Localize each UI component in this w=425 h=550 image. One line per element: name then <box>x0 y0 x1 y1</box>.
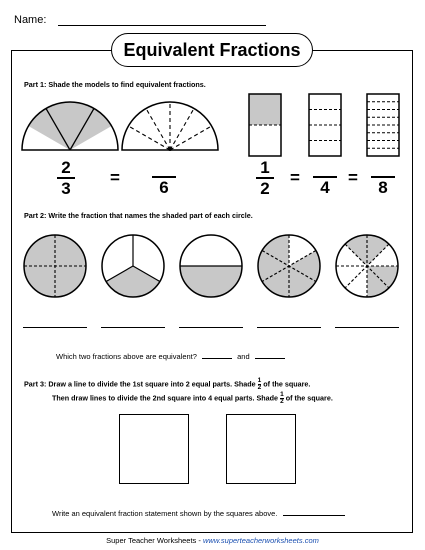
half-fraction <box>258 378 262 391</box>
answer-blank-1[interactable] <box>202 358 232 359</box>
answer-line-circle-2[interactable] <box>101 327 165 328</box>
circle-halves-model <box>179 234 243 298</box>
page-title: Equivalent Fractions <box>111 33 313 67</box>
question-and: and <box>237 352 250 361</box>
square-1[interactable] <box>119 414 189 484</box>
part3-line1-suffix: of the square. <box>263 379 311 389</box>
numerator: 2 <box>61 158 71 177</box>
part3-line2-text: Then draw lines to divide the 2nd square into 4 equal parts. Shade <box>52 393 279 403</box>
circle-thirds-model <box>101 234 165 298</box>
denominator: 2 <box>280 398 284 405</box>
denominator: 8 <box>378 177 388 197</box>
part1-instruction: Part 1: Shade the models to find equivalent fractions. <box>24 80 206 89</box>
equivalent-question <box>56 352 285 361</box>
name-label: Name: <box>14 14 47 26</box>
semicircle-sixths-model[interactable] <box>122 100 218 152</box>
part3-instruction-line2 <box>52 392 333 405</box>
answer-line-circle-5[interactable] <box>335 327 399 328</box>
square-2[interactable] <box>226 414 296 484</box>
fraction-one-half <box>256 160 274 197</box>
denominator: 4 <box>320 177 330 197</box>
fraction-blank-sixths[interactable] <box>152 160 176 196</box>
semicircle-thirds-model[interactable] <box>22 100 118 152</box>
equals-sign: = <box>290 168 300 187</box>
numerator-blank[interactable] <box>152 160 176 176</box>
footer <box>0 536 425 545</box>
part2-instruction: Part 2: Write the fraction that names the shaded part of each circle. <box>24 211 253 220</box>
equals-sign: = <box>348 168 358 187</box>
rectangle-halves-model[interactable] <box>249 94 281 156</box>
numerator-blank[interactable] <box>313 160 337 176</box>
statement-text: Write an equivalent fraction statement shown by the squares above. <box>52 509 278 518</box>
answer-blank-2[interactable] <box>255 358 285 359</box>
denominator: 6 <box>159 177 169 197</box>
circle-eighths-model <box>335 234 399 298</box>
numerator: 1 <box>260 158 270 177</box>
rectangle-eighths-model[interactable] <box>367 94 399 156</box>
part3-line1-text: Part 3: Draw a line to divide the 1st square into 2 equal parts. Shade <box>24 379 256 389</box>
circle-sixths-model <box>257 234 321 298</box>
part3-line2-suffix: of the square. <box>285 393 333 403</box>
statement-prompt <box>52 509 345 518</box>
answer-line-circle-4[interactable] <box>257 327 321 328</box>
fraction-blank-fourths[interactable] <box>313 160 337 196</box>
fraction-two-thirds <box>57 160 75 197</box>
numerator: 1 <box>257 377 262 384</box>
denominator: 2 <box>257 384 262 391</box>
question-prefix: Which two fractions above are equivalent? <box>56 352 197 361</box>
statement-answer-line[interactable] <box>283 515 345 516</box>
rectangle-fourths-model[interactable] <box>309 94 341 156</box>
fraction-blank-eighths[interactable] <box>371 160 395 196</box>
part3-instruction-line1 <box>24 378 310 391</box>
answer-line-circle-1[interactable] <box>23 327 87 328</box>
numerator: 1 <box>280 391 284 398</box>
footer-link[interactable]: www.superteacherworksheets.com <box>202 536 319 545</box>
denominator: 3 <box>61 179 71 198</box>
half-fraction <box>280 392 284 405</box>
answer-line-circle-3[interactable] <box>179 327 243 328</box>
numerator-blank[interactable] <box>371 160 395 176</box>
name-input-line[interactable] <box>58 25 266 26</box>
footer-brand: Super Teacher Worksheets - <box>106 536 201 545</box>
denominator: 2 <box>260 179 270 198</box>
equals-sign: = <box>110 168 120 187</box>
circle-fourths-model <box>23 234 87 298</box>
